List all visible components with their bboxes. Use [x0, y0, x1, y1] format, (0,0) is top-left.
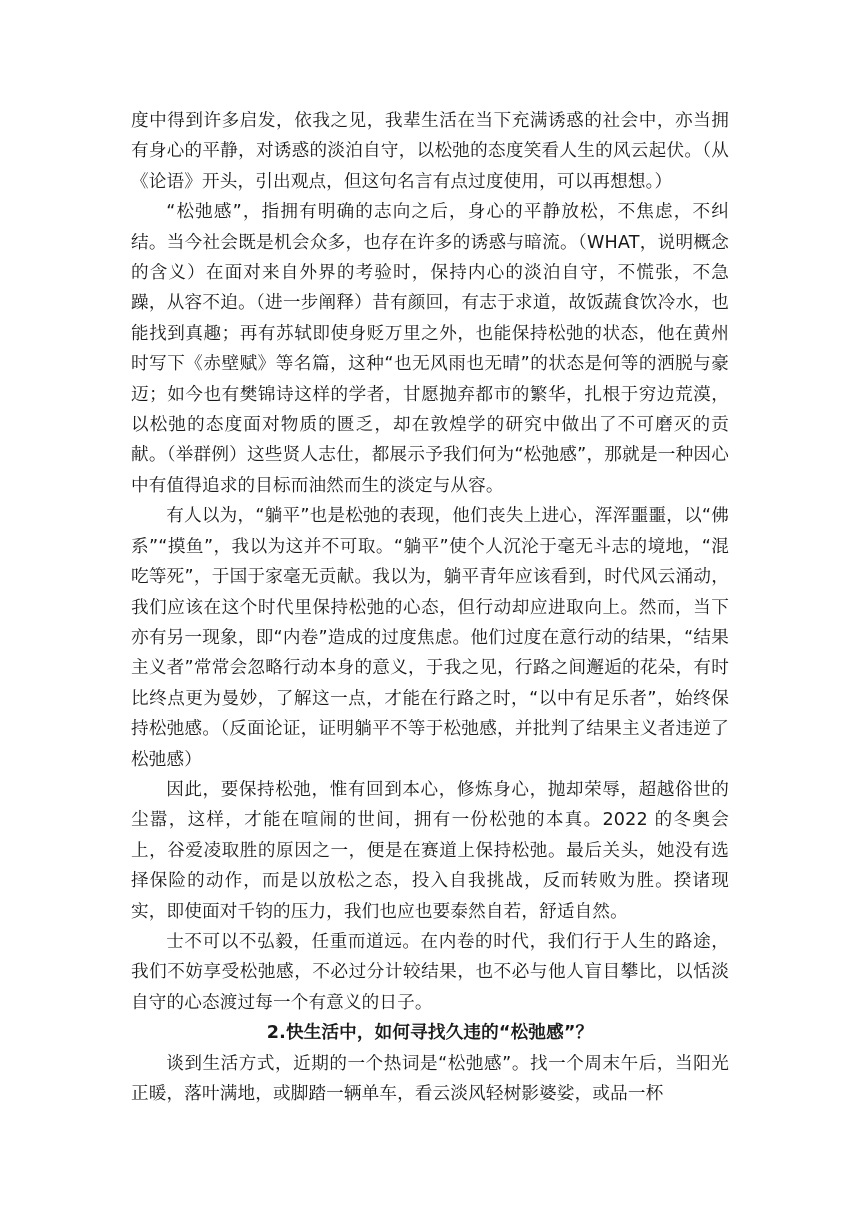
paragraph-3: 有人以为，“躺平”也是松弛的表现，他们丧失上进心，浑浑噩噩，以“佛系”“摸鱼”，我以为这并不可取。“躺平”使个人沉沦于毫无斗志的境地，“混吃等死”，于国于家毫无贡献。我以为，躺平青年应该看到，时代风云涌动，我们应该在这个时代里保持松弛的心态，但行动却应进取向上。然而，当下亦有另一现象，即“内卷”造成的过度焦虑。他们过度在意行动的结果，“结果主义者”常常会忽略行动本身的意义，于我之见，行路之间邂逅的花朵，有时比终点更为曼妙，了解这一点，才能在行路之时，“以中有足乐者”，始终保持松弛感。（反面论证，证明躺平不等于松弛感，并批判了结果主义者违逆了松弛感）: [131, 506, 729, 770]
paragraph-5: 士不可以不弘毅，任重而道远。在内卷的时代，我们行于人生的路途，我们不妨享受松弛感，不必过分计较结果，也不必与他人盲目攀比，以恬淡自守的心态渡过每一个有意义的日子。: [131, 931, 729, 1013]
paragraph-2: “松弛感”，指拥有明确的志向之后，身心的平静放松，不焦虑，不纠结。当今社会既是机会众多，也存在许多的诱惑与暗流。（WHAT，说明概念的含义）在面对来自外界的考验时，保持内心的淡泊自守，不慌张，不急躁，从容不迫。（进一步阐释）昔有颜回，有志于求道，故饭蔬食饮冷水，也能找到真趣；再有苏轼即使身贬万里之外，也能保持松弛的状态，他在黄州时写下《赤壁赋》等名篇，这种“也无风雨也无晴”的状态是何等的洒脱与豪迈；如今也有樊锦诗这样的学者，甘愿抛弃都市的繁华，扎根于穷边荒漠，以松弛的态度面对物质的匮乏，却在敦煌学的研究中做出了不可磨灭的贡献。（举群例）这些贤人志仕，都展示予我们何为“松弛感”，那就是一种因心中有值得追求的目标而油然而生的淡定与从容。: [131, 202, 729, 496]
document-page: [131, 106, 729, 1109]
paragraph-final: 谈到生活方式，近期的一个热词是“松弛感”。找一个周末午后，当阳光正暖，落叶满地，或脚踏一辆单车，看云淡风轻树影婆娑，或品一杯: [131, 1053, 729, 1104]
section-heading: 2.快生活中，如何寻找久违的“松弛感”？: [266, 1023, 594, 1044]
paragraph-1: 度中得到许多启发，依我之见，我辈生活在当下充满诱惑的社会中，亦当拥有身心的平静，对诱惑的淡泊自守，以松弛的态度笑看人生的风云起伏。（从《论语》开头，引出观点，但这句名言有点过度使用，可以再想想。）: [131, 111, 729, 192]
paragraph-4: 因此，要保持松弛，惟有回到本心，修炼身心，抛却荣辱，超越俗世的尘嚣，这样，才能在喧闹的世间，拥有一份松弛的本真。2022 的冬奥会上，谷爱凌取胜的原因之一，便是在赛道上保持松弛。最后关头，她没有选择保险的动作，而是以放松之态，投入自我挑战，反而转败为胜。揆诸现实，即使面对千钧的压力，我们也应也要泰然自若，舒适自然。: [131, 779, 729, 922]
